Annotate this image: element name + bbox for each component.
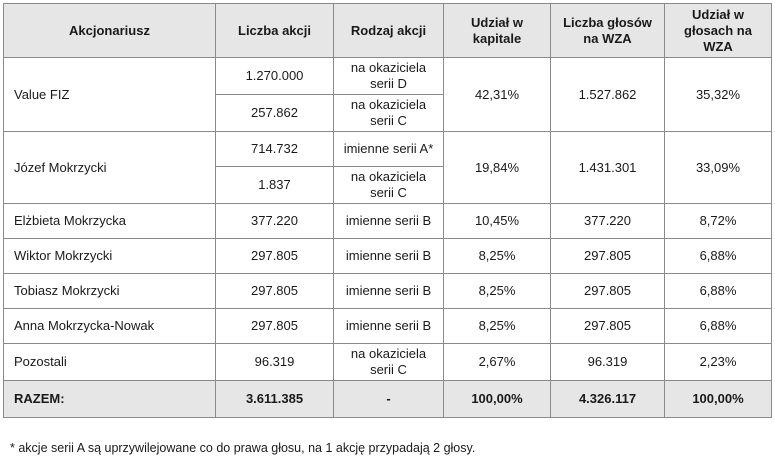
total-shares: 3.611.385 [216,381,334,418]
shareholder-name: Tobiasz Mokrzycki [4,274,216,309]
shareholder-name: Value FIZ [4,58,216,132]
shares-cell: 297.805 [216,274,334,309]
header-shareholder: Akcjonariusz [4,4,216,58]
total-votes-share: 100,00% [665,381,772,418]
shares-cell: 297.805 [216,239,334,274]
header-votes: Liczba głosów na WZA [551,4,665,58]
votes-share-cell: 6,88% [665,239,772,274]
shares-cell: 377.220 [216,204,334,239]
share-type-cell: na okaziciela serii D [334,58,444,95]
capital-share-cell: 42,31% [444,58,551,132]
capital-share-cell: 8,25% [444,309,551,344]
shares-cell: 257.862 [216,95,334,132]
shares-cell: 96.319 [216,344,334,381]
table-row [4,58,772,95]
total-label: RAZEM: [4,381,216,418]
capital-share-cell: 8,25% [444,274,551,309]
share-type-cell: imienne serii B [334,274,444,309]
votes-cell: 297.805 [551,274,665,309]
footnote: * akcje serii A są uprzywilejowane co do prawa głosu, na 1 akcję przypadają 2 głosy. [10,441,476,455]
votes-cell: 297.805 [551,309,665,344]
table-row [4,204,772,239]
total-type: - [334,381,444,418]
share-type-cell: imienne serii B [334,309,444,344]
votes-cell: 377.220 [551,204,665,239]
total-capital: 100,00% [444,381,551,418]
shareholder-name: Wiktor Mokrzycki [4,239,216,274]
table-row [4,239,772,274]
table-row [4,344,772,381]
votes-share-cell: 6,88% [665,309,772,344]
shareholder-name: Elżbieta Mokrzycka [4,204,216,239]
votes-share-cell: 33,09% [665,132,772,204]
table-row [4,132,772,167]
header-capital: Udział w kapitale [444,4,551,58]
total-votes: 4.326.117 [551,381,665,418]
capital-share-cell: 10,45% [444,204,551,239]
table-row [4,274,772,309]
header-votes-share: Udział w głosach na WZA [665,4,772,58]
shares-cell: 1.837 [216,167,334,204]
votes-share-cell: 6,88% [665,274,772,309]
capital-share-cell: 8,25% [444,239,551,274]
share-type-cell: imienne serii B [334,239,444,274]
capital-share-cell: 2,67% [444,344,551,381]
shareholder-table [3,3,772,418]
total-row [4,381,772,418]
header-shares: Liczba akcji [216,4,334,58]
votes-cell: 297.805 [551,239,665,274]
shares-cell: 297.805 [216,309,334,344]
share-type-cell: imienne serii B [334,204,444,239]
shareholder-name: Józef Mokrzycki [4,132,216,204]
capital-share-cell: 19,84% [444,132,551,204]
votes-share-cell: 35,32% [665,58,772,132]
table-row [4,309,772,344]
votes-share-cell: 8,72% [665,204,772,239]
votes-cell: 1.431.301 [551,132,665,204]
votes-share-cell: 2,23% [665,344,772,381]
share-type-cell: na okaziciela serii C [334,344,444,381]
shareholder-name: Pozostali [4,344,216,381]
header-type: Rodzaj akcji [334,4,444,58]
votes-cell: 1.527.862 [551,58,665,132]
shares-cell: 714.732 [216,132,334,167]
share-type-cell: imienne serii A* [334,132,444,167]
header-row [4,4,772,58]
shares-cell: 1.270.000 [216,58,334,95]
share-type-cell: na okaziciela serii C [334,167,444,204]
shareholder-name: Anna Mokrzycka-Nowak [4,309,216,344]
share-type-cell: na okaziciela serii C [334,95,444,132]
votes-cell: 96.319 [551,344,665,381]
